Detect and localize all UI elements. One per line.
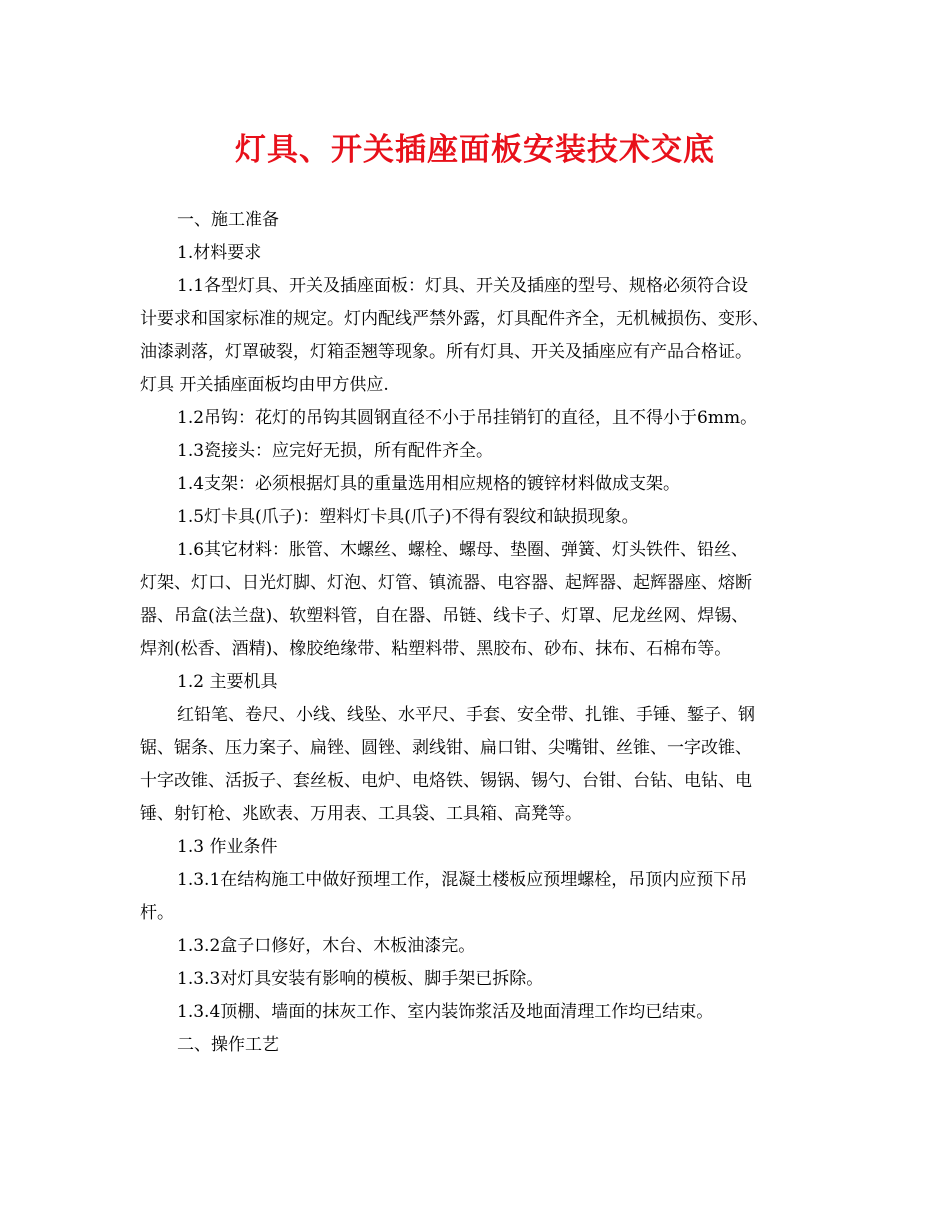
text-line: 焊剂(松香、酒精)、橡胶绝缘带、粘塑料带、黑胶布、砂布、抹布、石棉布等。 bbox=[140, 639, 732, 659]
text-line: 1.1各型灯具、开关及插座面板：灯具、开关及插座的型号、规格必须符合设 bbox=[177, 276, 749, 296]
text-line: 杆。 bbox=[140, 903, 174, 923]
text-line: 灯具 开关插座面板均由甲方供应. bbox=[140, 375, 389, 395]
document-title: 灯具、开关插座面板安装技术交底 bbox=[235, 132, 715, 168]
text-line: 二、操作工艺 bbox=[177, 1035, 279, 1055]
text-line: 1.5灯卡具(爪子)：塑料灯卡具(爪子)不得有裂纹和缺损现象。 bbox=[177, 507, 639, 527]
text-line: 1.3.3对灯具安装有影响的模板、脚手架已拆除。 bbox=[177, 969, 544, 989]
text-line: 一、施工准备 bbox=[177, 210, 279, 230]
text-line: 锯、锯条、压力案子、扁锉、圆锉、剥线钳、扁口钳、尖嘴钳、丝锥、一字改锥、 bbox=[140, 738, 752, 758]
text-line: 红铅笔、卷尺、小线、线坠、水平尺、手套、安全带、扎锥、手锤、錾子、钢 bbox=[177, 705, 755, 725]
text-line: 1.4支架：必须根据灯具的重量选用相应规格的镀锌材料做成支架。 bbox=[177, 474, 681, 494]
text-line: 1.3瓷接头：应完好无损，所有配件齐全。 bbox=[177, 441, 494, 461]
text-line: 1.3.2盒子口修好，木台、木板油漆完。 bbox=[177, 936, 476, 956]
text-line: 1.2吊钩：花灯的吊钩其圆钢直径不小于吊挂销钉的直径，且不得小于6mm。 bbox=[177, 408, 758, 428]
document-body bbox=[140, 204, 820, 1062]
text-line: 1.6其它材料：胀管、木螺丝、螺栓、螺母、垫圈、弹簧、灯头铁件、铅丝、 bbox=[177, 540, 749, 560]
text-line: 油漆剥落，灯罩破裂，灯箱歪翘等现象。所有灯具、开关及插座应有产品合格证。 bbox=[140, 342, 752, 362]
text-line: 1.3 作业条件 bbox=[177, 837, 278, 857]
text-line: 1.材料要求 bbox=[177, 243, 262, 263]
text-line: 器、吊盒(法兰盘)、软塑料管，自在器、吊链、线卡子、灯罩、尼龙丝网、焊锡、 bbox=[140, 606, 749, 626]
text-line: 十字改锥、活扳子、套丝板、电炉、电烙铁、锡锅、锡勺、台钳、台钻、电钻、电 bbox=[140, 771, 752, 791]
text-line: 锤、射钉枪、兆欧表、万用表、工具袋、工具箱、高凳等。 bbox=[140, 804, 582, 824]
text-line: 1.3.1在结构施工中做好预埋工作，混凝土楼板应预埋螺栓，吊顶内应预下吊 bbox=[177, 870, 748, 890]
text-line: 1.3.4顶棚、墙面的抹灰工作、室内装饰浆活及地面清理工作均已结束。 bbox=[177, 1002, 714, 1022]
text-line: 灯架、灯口、日光灯脚、灯泡、灯管、镇流器、电容器、起辉器、起辉器座、熔断 bbox=[140, 573, 752, 593]
text-line: 计要求和国家标准的规定。灯内配线严禁外露，灯具配件齐全，无机械损伤、变形、 bbox=[140, 309, 769, 329]
text-line: 1.2 主要机具 bbox=[177, 672, 278, 692]
